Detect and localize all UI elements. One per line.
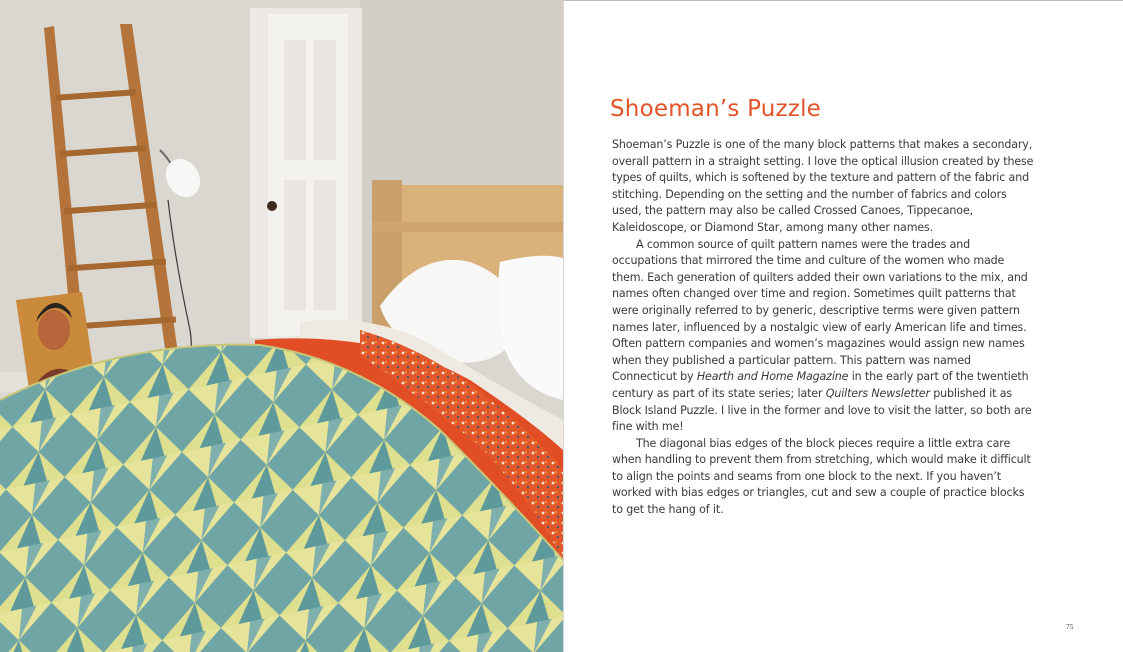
paragraph-2-text-b: in the early part of the twentieth century as part of its state series; later	[612, 370, 1029, 400]
paragraph-2-text-c: published it as Block Island Puzzle. I live in the former and love to visit the latter, so both are fine with me!	[612, 386, 1032, 434]
text-page	[563, 0, 1123, 652]
paragraph-1-text: Shoeman’s Puzzle is one of the many block patterns that makes a secondary, overall pattern in a straight setting. I love the optical illusion created by these types of quilts, which is softened by the texture and pattern of the fabric and stitching. Depending on the setting and the number of fabrics and colors used, the pattern may also be called Crossed Canoes, Tippecanoe, Kaleidoscope, or Diamond Star, among many other names.	[612, 138, 1034, 234]
paragraph-2	[612, 237, 1038, 436]
page-number: 75	[1066, 622, 1074, 631]
paragraph-3	[612, 436, 1038, 519]
magazine-title-quilters-newsletter: Quilters Newsletter	[825, 386, 930, 400]
page-title: Shoeman’s Puzzle	[610, 96, 822, 122]
paragraph-3-text: The diagonal bias edges of the block pieces require a little extra care when handling to prevent them from stretching, which would make it difficult to align the points and seams from one block to the next. If you haven’t worked with bias edges or triangles, cut and sew a couple of practice blocks to get the hang of it.	[612, 436, 1031, 517]
paragraph-1	[612, 137, 1038, 237]
paragraph-2-text-a: A common source of quilt pattern names were the trades and occupations that mirrored the time and culture of the women who made them. Each generation of quilters added their own variations to the mix, and names often changed over time and region. Sometimes quilt patterns that were originally referred to by generic, descriptive terms were given pattern names later, influenced by a nostalgic view of early American life and times. Often pattern companies and women’s magazines would assign new names when they published a particular pattern. This pattern was named Connecticut by	[612, 237, 1028, 384]
article-body	[612, 137, 1038, 519]
magazine-title-hearth-and-home: Hearth and Home Magazine	[696, 370, 849, 384]
